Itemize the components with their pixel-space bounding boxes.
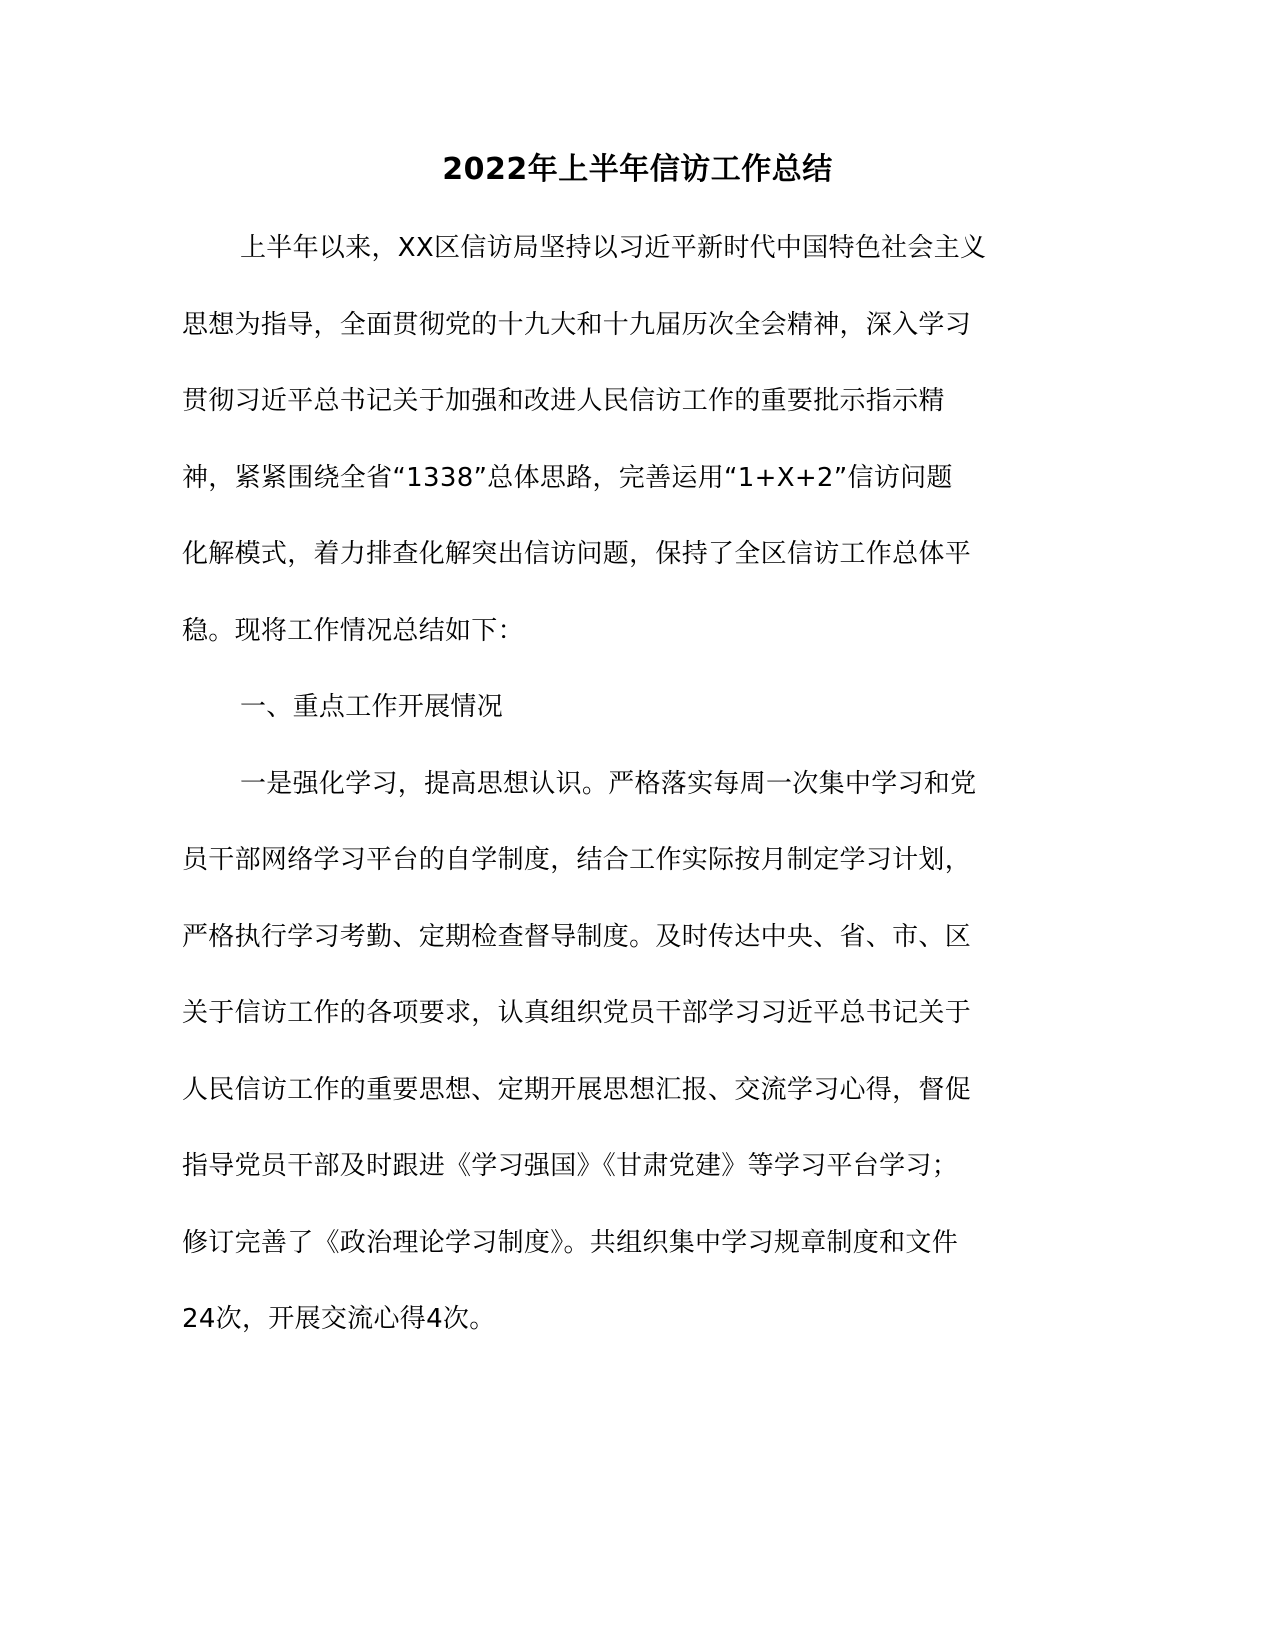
paragraph-line: 化解模式，着力排查化解突出信访问题，保持了全区信访工作总体平 <box>182 539 972 569</box>
paragraph-line: 一是强化学习，提高思想认识。严格落实每周一次集中学习和党 <box>240 768 977 799</box>
paragraph-line: 严格执行学习考勤、定期检查督导制度。及时传达中央、省、市、区 <box>182 921 972 952</box>
document-body <box>182 228 1082 1376</box>
paragraph-line: 人民信访工作的重要思想、定期开展思想汇报、交流学习心得，督促 <box>182 1074 972 1105</box>
paragraph-line: 员干部网络学习平台的自学制度，结合工作实际按月制定学习计划， <box>182 845 972 875</box>
paragraph-line: 神，紧紧围绕全省“1338”总体思路，完善运用“1+X+2”信访问题 <box>182 462 953 493</box>
paragraph-line: 思想为指导，全面贯彻党的十九大和十九届历次全会精神，深入学习 <box>182 309 972 340</box>
section-heading: 一、重点工作开展情况 <box>240 692 504 722</box>
paragraph-line: 修订完善了《政治理论学习制度》。共组织集中学习规章制度和文件 <box>182 1227 959 1258</box>
paragraph-line: 关于信访工作的各项要求，认真组织党员干部学习习近平总书记关于 <box>182 998 972 1028</box>
paragraph-line: 指导党员干部及时跟进《学习强国》《甘肃党建》等学习平台学习； <box>182 1151 959 1181</box>
document-title: 2022年上半年信访工作总结 <box>442 152 833 187</box>
paragraph-line: 上半年以来，XX区信访局坚持以习近平新时代中国特色社会主义 <box>240 233 987 263</box>
paragraph-line: 贯彻习近平总书记关于加强和改进人民信访工作的重要批示指示精 <box>182 386 945 416</box>
paragraph-line: 稳。现将工作情况总结如下： <box>182 615 524 646</box>
paragraph-line: 24次，开展交流心得4次。 <box>182 1304 496 1334</box>
